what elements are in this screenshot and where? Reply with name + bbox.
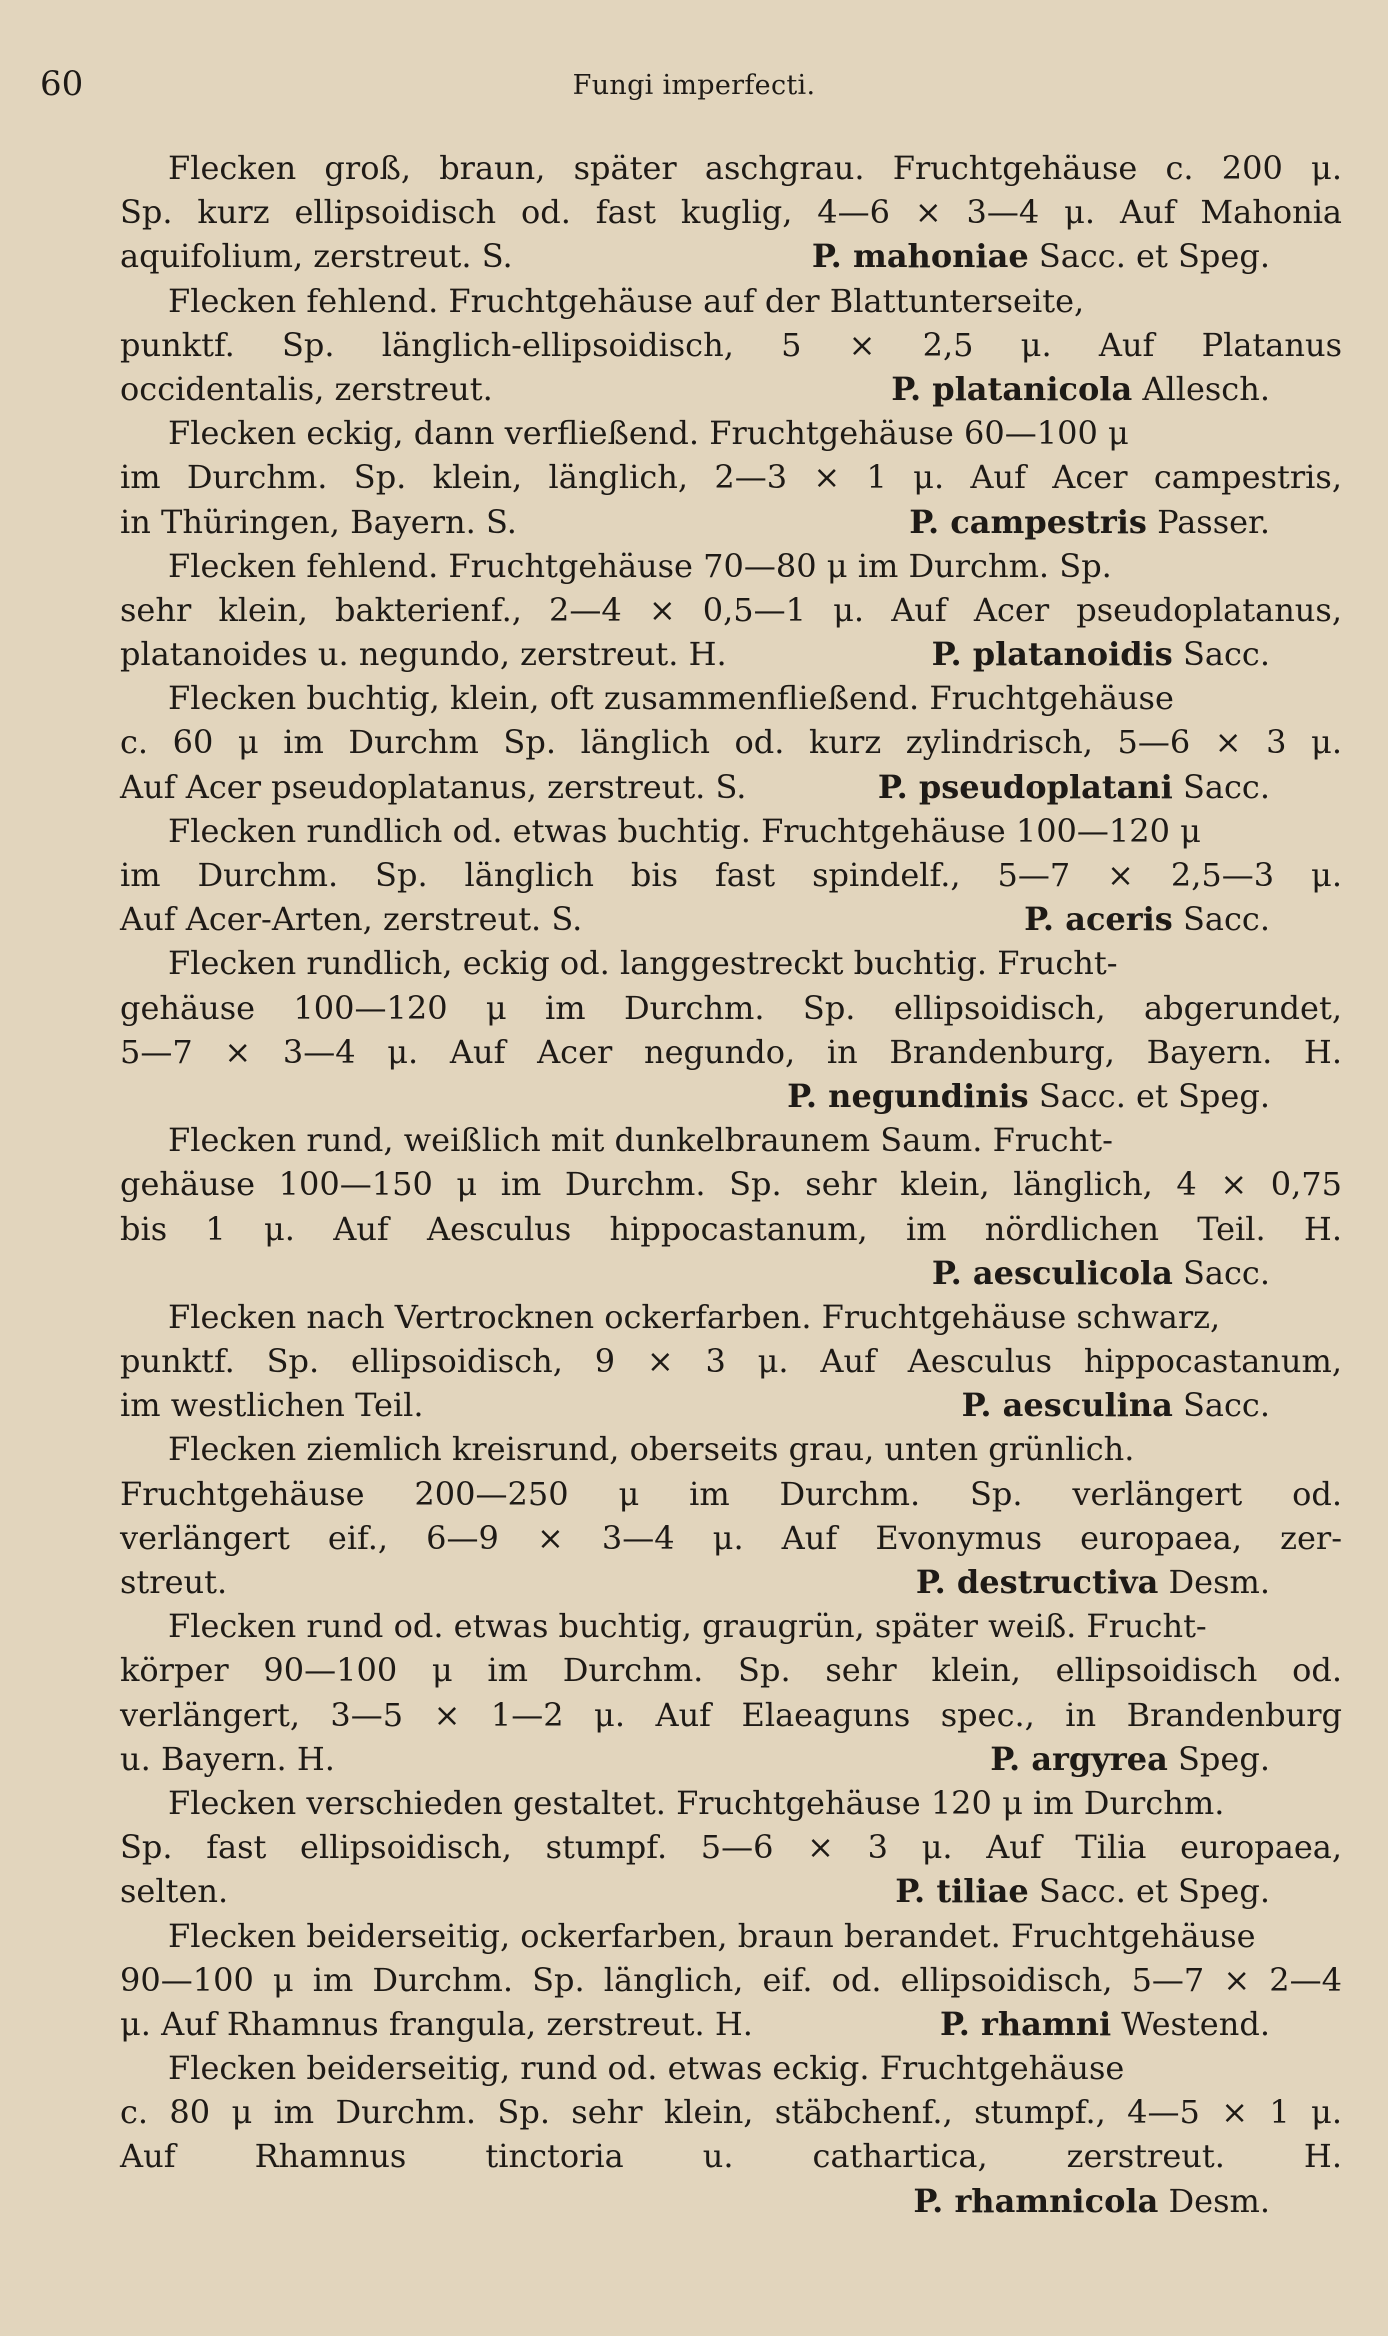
text-line: streut. P. destructiva Desm. (120, 1560, 1342, 1604)
text-line: sehr klein, bakterienf., 2—4 × 0,5—1 μ. Auf Acer pseudoplatanus, (120, 590, 1342, 629)
text-line: 90—100 μ im Durchm. Sp. länglich, eif. od. ellipsoidisch, 5—7 × 2—4 (120, 1960, 1342, 1999)
text-line: Flecken ziemlich kreisrund, oberseits grau, unten grünlich. (168, 1430, 1135, 1469)
species-entry (120, 1781, 1342, 1914)
species-author: Sacc. et Speg. (1038, 1076, 1270, 1115)
species-name: P. rhamnicola (913, 2181, 1159, 2220)
species-entry (120, 2046, 1342, 2223)
text-line: im Durchm. Sp. klein, länglich, 2—3 × 1 μ. Auf Acer campestris, (120, 458, 1342, 497)
species-name: P. platanicola (891, 369, 1133, 408)
text-line: im Durchm. Sp. länglich bis fast spindelf., 5—7 × 2,5—3 μ. (120, 856, 1342, 894)
species-citation (909, 500, 1342, 544)
text-line: gehäuse 100—150 μ im Durchm. Sp. sehr klein, länglich, 4 × 0,75 (120, 1165, 1342, 1204)
species-name: P. argyrea (990, 1739, 1168, 1778)
text-line: c. 60 μ im Durchm Sp. länglich od. kurz zylindrisch, 5—6 × 3 μ. (120, 723, 1342, 762)
text-line: Flecken fehlend. Fruchtgehäuse 70—80 μ im Durchm. Sp. (168, 546, 1112, 585)
species-name: P. pseudoplatani (877, 767, 1173, 806)
species-citation (932, 632, 1342, 676)
text-line: Flecken beiderseitig, ockerfarben, braun berandet. Fruchtgehäuse (168, 1916, 1256, 1955)
species-author: Sacc. et Speg. (1038, 1872, 1270, 1911)
species-citation (913, 2179, 1342, 2223)
text-line (120, 1074, 1342, 1118)
species-name: P. campestris (909, 502, 1147, 541)
species-citation (932, 1251, 1342, 1295)
species-entry (120, 941, 1342, 1118)
species-author: Sacc. (1182, 1253, 1270, 1292)
species-name: P. rhamni (939, 2004, 1112, 2043)
text-line: c. 80 μ im Durchm. Sp. sehr klein, stäbchenf., stumpf., 4—5 × 1 μ. (120, 2093, 1342, 2132)
running-title: Fungi imperfecti. (572, 70, 816, 101)
text-line: körper 90—100 μ im Durchm. Sp. sehr klein, ellipsoidisch od. (120, 1651, 1342, 1690)
species-name: P. aceris (1024, 900, 1173, 939)
text-line: verlängert eif., 6—9 × 3—4 μ. Auf Evonymus europaea, zer- (120, 1518, 1342, 1557)
species-citation (940, 2002, 1342, 2046)
text-line: 5—7 × 3—4 μ. Auf Acer negundo, in Brandenburg, Bayern. H. (120, 1032, 1342, 1071)
species-name: P. mahoniae (811, 237, 1029, 276)
species-entry (120, 1295, 1342, 1428)
species-citation (878, 765, 1342, 809)
text-line: Flecken eckig, dann verfließend. Fruchtgehäuse 60—100 μ (168, 414, 1129, 453)
text-line: aquifolium, zerstreut. S. P. mahoniae Sacc. et Speg. (120, 234, 1342, 278)
text-line: Flecken verschieden gestaltet. Fruchtgehäuse 120 μ im Durchm. (168, 1783, 1225, 1822)
text-line: Flecken rundlich od. etwas buchtig. Fruchtgehäuse 100—120 μ (168, 811, 1201, 850)
species-entry (120, 1914, 1342, 2047)
text-line: u. Bayern. H. P. argyrea Speg. (120, 1737, 1342, 1781)
text-line (120, 1251, 1342, 1295)
species-author: Desm. (1168, 1563, 1270, 1601)
species-entry (120, 1604, 1342, 1781)
text-line: Auf Rhamnus tinctoria u. cathartica, zerstreut. H. (120, 2137, 1342, 2176)
species-name: P. aesculicola (931, 1253, 1173, 1292)
text-line: bis 1 μ. Auf Aesculus hippocastanum, im nördlichen Teil. H. (120, 1209, 1342, 1248)
text-line: Flecken rund od. etwas buchtig, graugrün, später weiß. Frucht- (168, 1607, 1207, 1646)
species-name: P. aesculina (961, 1386, 1173, 1425)
text-line: Auf Acer pseudoplatanus, zerstreut. S. P. pseudoplatani Sacc. (120, 765, 1342, 809)
text-line: Sp. kurz ellipsoidisch od. fast kuglig, 4—6 × 3—4 μ. Auf Mahonia (120, 193, 1342, 232)
species-author: Sacc. (1182, 635, 1270, 674)
species-name: P. negundinis (787, 1076, 1029, 1115)
species-citation (990, 1737, 1342, 1781)
species-entry (120, 809, 1342, 942)
species-entry (120, 411, 1342, 544)
species-citation (895, 1869, 1342, 1913)
text-line: Flecken fehlend. Fruchtgehäuse auf der Blattunterseite, (168, 281, 1085, 320)
text-line: selten. P. tiliae Sacc. et Speg. (120, 1869, 1342, 1913)
species-entry (120, 146, 1342, 279)
species-citation (787, 1074, 1342, 1118)
text-line: punktf. Sp. ellipsoidisch, 9 × 3 μ. Auf Aesculus hippocastanum, (120, 1342, 1342, 1381)
species-author: Desm. (1168, 2181, 1270, 2220)
text-line: punktf. Sp. länglich-ellipsoidisch, 5 × 2,5 μ. Auf Platanus (120, 325, 1342, 364)
species-entry (120, 1427, 1342, 1604)
species-entry (120, 1118, 1342, 1295)
text-line: in Thüringen, Bayern. S. P. campestris Passer. (120, 500, 1342, 544)
species-citation (891, 367, 1342, 411)
species-author: Passer. (1157, 502, 1270, 541)
body-text (120, 146, 1342, 2223)
species-author: Speg. (1178, 1739, 1270, 1778)
species-author: Sacc. et Speg. (1038, 237, 1270, 276)
species-name: P. destructiva (915, 1563, 1159, 1601)
text-line: verlängert, 3—5 × 1—2 μ. Auf Elaeaguns spec., in Brandenburg (120, 1695, 1342, 1734)
text-line: occidentalis, zerstreut. P. platanicola Allesch. (120, 367, 1342, 411)
text-line: Sp. fast ellipsoidisch, stumpf. 5—6 × 3 μ. Auf Tilia europaea, (120, 1828, 1342, 1867)
species-name: P. platanoidis (931, 635, 1173, 674)
species-author: Westend. (1121, 2004, 1270, 2043)
text-line: Flecken beiderseitig, rund od. etwas eckig. Fruchtgehäuse (168, 2049, 1125, 2088)
text-line: gehäuse 100—120 μ im Durchm. Sp. ellipsoidisch, abgerundet, (120, 988, 1342, 1027)
species-author: Sacc. (1182, 1386, 1270, 1425)
text-line: Flecken rundlich, eckig od. langgestreckt buchtig. Frucht- (168, 944, 1118, 983)
text-line: Fruchtgehäuse 200—250 μ im Durchm. Sp. verlängert od. (120, 1474, 1342, 1513)
text-line: Auf Acer-Arten, zerstreut. S. P. aceris Sacc. (120, 897, 1342, 941)
text-line: Flecken rund, weißlich mit dunkelbraunem Saum. Frucht- (168, 1121, 1113, 1160)
page-header (0, 64, 1388, 108)
text-line: platanoides u. negundo, zerstreut. H. P. platanoidis Sacc. (120, 632, 1342, 676)
species-entry (120, 544, 1342, 677)
text-line (120, 2179, 1342, 2223)
species-name: P. tiliae (895, 1872, 1029, 1911)
text-line: Flecken nach Vertrocknen ockerfarben. Fruchtgehäuse schwarz, (168, 1297, 1221, 1336)
species-entry (120, 279, 1342, 412)
species-author: Allesch. (1142, 369, 1270, 408)
species-author: Sacc. (1182, 900, 1270, 939)
species-citation (812, 234, 1342, 278)
text-line: Flecken buchtig, klein, oft zusammenfließend. Fruchtgehäuse (168, 679, 1174, 718)
text-line: Flecken groß, braun, später aschgrau. Fruchtgehäuse c. 200 μ. (168, 149, 1342, 187)
species-citation (1024, 897, 1342, 941)
species-citation (916, 1560, 1342, 1604)
species-citation (962, 1383, 1342, 1427)
text-line: im westlichen Teil. P. aesculina Sacc. (120, 1383, 1342, 1427)
species-entry (120, 676, 1342, 809)
text-line: μ. Auf Rhamnus frangula, zerstreut. H. P. rhamni Westend. (120, 2002, 1342, 2046)
page-number: 60 (40, 64, 84, 104)
species-author: Sacc. (1182, 767, 1270, 806)
